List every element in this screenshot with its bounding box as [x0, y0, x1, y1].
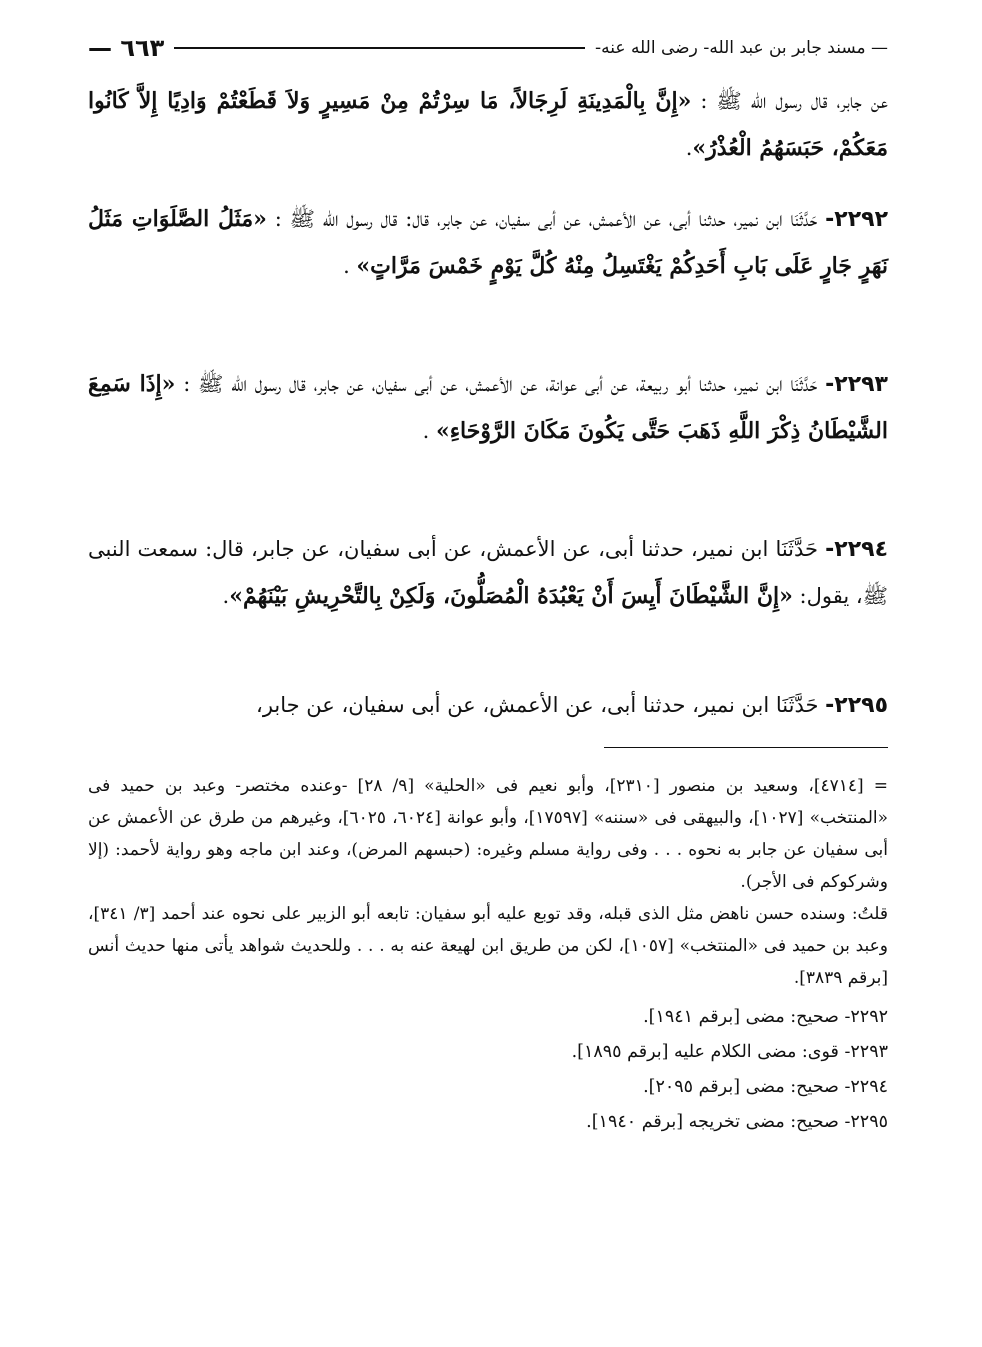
- hadith-chain: حَدَّثَنَا ابن نمير، حدثنا أبو ربيعة، عن أبى عوانة، عن الأعمش، عن أبى سفيان، عن جابر، قال رسول الله ﷺ :: [175, 372, 826, 396]
- hadith-text: «إِذَا سَمِعَ الشَّيْطَانُ ذِكْرَ اللَّهِ ذَهَبَ حَتَّى يَكُونَ مَكَانَ الرَّوْحَاءِ»: [88, 371, 888, 444]
- hadith-end: .: [343, 254, 357, 278]
- hadith-paragraph: [88, 196, 888, 290]
- hadith-chain: حَدَّثَنَا ابن نمير، حدثنا أبى، عن الأعمش، عن أبى سفيان، عن جابر، قال: قال رسول الله ﷺ :: [266, 207, 826, 231]
- hadith-grade: ٢٢٩٢- صحيح: مضى [برقم ١٩٤١].: [643, 1007, 888, 1027]
- hadith-text: «إِنَّ بِالْمَدِينَةِ لَرِجَالاً، مَا سِرْتُمْ مِنْ مَسِيرٍ وَلاَ قَطَعْتُمْ وَادِيًا إِلاَّ كَانُوا مَعَكُمْ، حَبَسَهُمُ الْعُذْرُ»: [88, 88, 888, 161]
- hadith-number: ٢٢٩٥-: [825, 693, 888, 718]
- header-rule: [174, 47, 585, 49]
- hadith-number: ٢٢٩٣-: [825, 372, 888, 397]
- hadith-end: .: [685, 136, 693, 160]
- hadith-text: «مَثَلُ الصَّلَوَاتِ مَثَلُ نَهَرٍ جَارٍ عَلَى بَابِ أَحَدِكُمْ يَغْتَسِلُ مِنْهُ كُلَّ يَوْمٍ خَمْسَ مَرَّاتٍ»: [88, 206, 888, 279]
- hadith-grade: ٢٢٩٥- صحيح: مضى تخريجه [برقم ١٩٤٠].: [586, 1112, 888, 1132]
- hadith-chain: عن جابر، قال رسول الله ﷺ :: [691, 89, 888, 113]
- hadith-grade: ٢٢٩٣- قوى: مضى الكلام عليه [برقم ١٨٩٥].: [571, 1042, 888, 1062]
- footnote-separator: [604, 747, 888, 748]
- hadith-number: ٢٢٩٢-: [825, 207, 888, 232]
- footnote-text: قلتُ: وسنده حسن ناهض مثل الذى قبله، وقد توبع عليه أبو سفيان: تابعه أبو الزبير على نحوه عند أحمد [٣/ ٣٤١]، وعبد بن حميد فى «المنتخب» [١٠٥٧]، لكن من طريق ابن لهيعة عنه به . . . وللحديث شواهد يأتى منها حديث أنس [برقم ٣٨٣٩].: [88, 904, 889, 988]
- hadith-end: .: [422, 419, 436, 443]
- hadith-chain: حَدَّثَنَا ابن نمير، حدثنا أبى، عن الأعمش، عن أبى سفيان، عن جابر،: [256, 693, 826, 717]
- running-title: — مسند جابر بن عبد الله- رضى الله عنه-: [595, 38, 888, 58]
- footnotes: [88, 770, 888, 1140]
- hadith-grade: ٢٢٩٤- صحيح: مضى [برقم ٢٠٩٥].: [643, 1077, 888, 1097]
- hadith-paragraph: [88, 526, 888, 620]
- hadith-paragraph: [88, 361, 888, 455]
- footnote-text: = [٤٧١٤]، وسعيد بن منصور [٢٣١٠]، وأبو نعيم فى «الحلية» [٩/ ٢٨] -وعنده مختصر- وعبد بن حميد فى «المنتخب» [١٠٢٧]، والبيهقى فى «سننه» [١٧٥٩٧]، وأبو عوانة [٦٠٢٤، ٦٠٢٥]، وغيرهم من طرق عن الأعمش عن أبى سفيان عن جابر به نحوه . . . وفى رواية مسلم وغيره: (حبسهم المرض)، وعند ابن ماجه وهو رواية لأحمد: (إلا وشركوكم فى الأجر).: [88, 776, 889, 892]
- hadith-end: .: [222, 584, 230, 608]
- hadith-text: «إِنَّ الشَّيْطَانَ أَيِسَ أَنْ يَعْبُدَهُ الْمُصَلُّونَ، وَلَكِنْ بِالتَّحْرِيشِ بَيْنَهُمْ»: [229, 583, 793, 609]
- hadith-paragraph: [88, 78, 888, 172]
- hadith-chain: حَدَّثَنَا ابن نمير، حدثنا أبى، عن الأعمش، عن أبى سفيان، عن جابر، قال: سمعت النبى ﷺ، يقول:: [88, 537, 888, 608]
- hadith-paragraph: [88, 682, 888, 729]
- hadith-number: ٢٢٩٤-: [825, 537, 888, 562]
- page-number: ٦٦٣ —: [88, 34, 165, 62]
- page-header: [88, 30, 888, 66]
